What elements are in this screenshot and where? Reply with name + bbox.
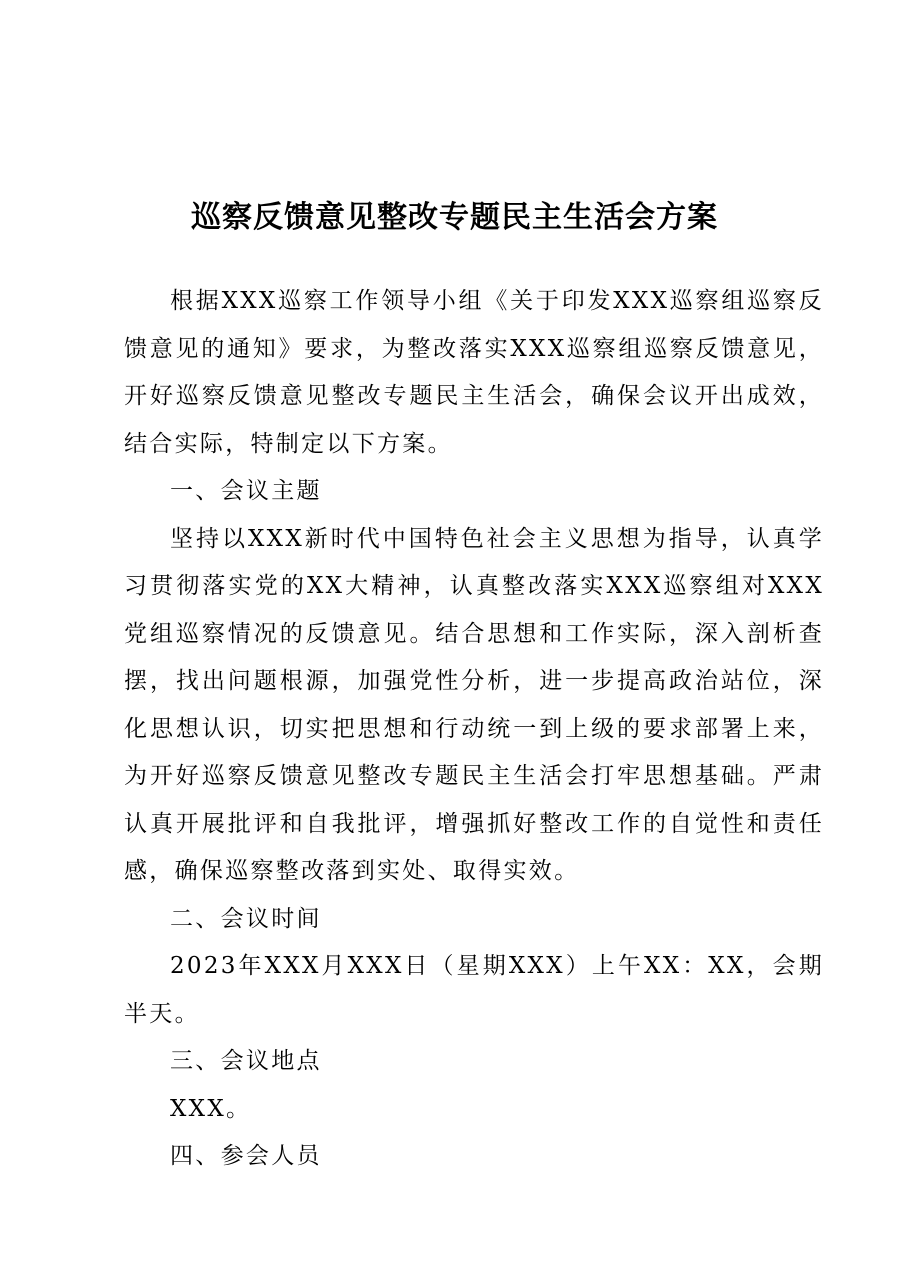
location-paragraph: XXX。: [170, 1095, 252, 1122]
intro-paragraph: 根据XXX巡察工作领导小组《关于印发XXX巡察组巡察反馈意见的通知》要求，为整改落实XXX巡察组巡察反馈意见，开好巡察反馈意见整改专题民主生活会，确保会议开出成效，结合实际，特制定以下方案。: [124, 288, 824, 457]
section-heading-attendees: 四、参会人员: [170, 1143, 322, 1169]
document-body: [124, 278, 824, 1181]
section-heading-time: 二、会议时间: [170, 905, 322, 932]
document-title: 巡察反馈意见整改专题民主生活会方案: [191, 200, 718, 235]
section-heading-theme: 一、会议主题: [170, 478, 322, 504]
section-heading-location: 三、会议地点: [170, 1048, 322, 1074]
time-paragraph: 2023年XXX月XXX日（星期XXX）上午XX：XX，会期半天。: [124, 953, 824, 1027]
theme-paragraph: 坚持以XXX新时代中国特色社会主义思想为指导，认真学习贯彻落实党的XX大精神，认真整改落实XXX巡察组对XXX党组巡察情况的反馈意见。结合思想和工作实际，深入剖析查摆，找出问题根源，加强党性分析，进一步提高政治站位，深化思想认识，切实把思想和行动统一到上级的要求部署上来，为开好巡察反馈意见整改专题民主生活会打牢思想基础。严肃认真开展批评和自我批评，增强抓好整改工作的自觉性和责任感，确保巡察整改落到实处、取得实效。: [124, 525, 824, 884]
